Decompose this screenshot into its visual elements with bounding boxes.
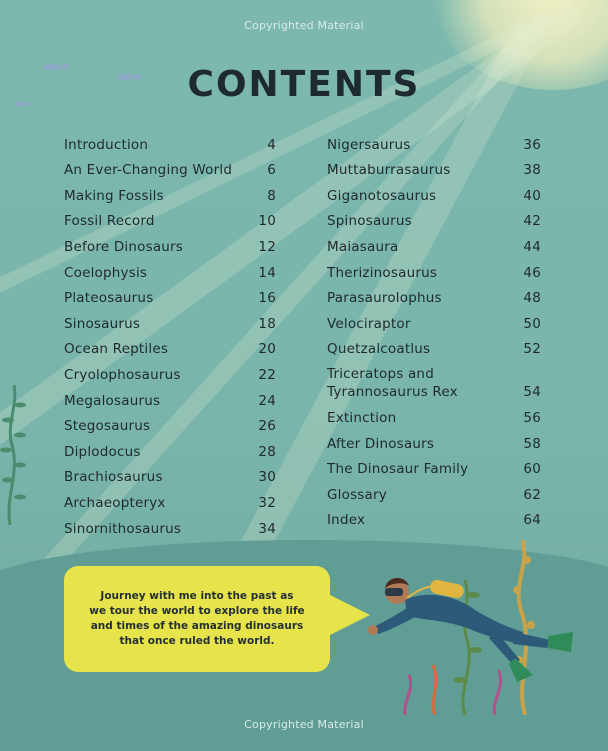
entry-page: 56 — [523, 409, 541, 426]
entry-page: 58 — [523, 435, 541, 452]
speech-bubble — [64, 566, 330, 672]
copyright-notice: Copyrighted Material — [244, 718, 364, 731]
entry-page: 64 — [523, 512, 541, 529]
entry-page: 40 — [523, 187, 541, 204]
entry-page: 50 — [523, 315, 541, 332]
entry-page: 32 — [258, 494, 276, 511]
contents-entry[interactable] — [64, 205, 276, 231]
contents-entry[interactable] — [327, 256, 541, 282]
entry-title: Velociraptor — [327, 315, 411, 332]
entry-page: 26 — [258, 418, 276, 435]
entry-title: Ocean Reptiles — [64, 341, 169, 358]
entry-title: Therizinosaurus — [327, 264, 438, 281]
entry-page: 10 — [258, 213, 276, 230]
entry-page: 54 — [523, 384, 541, 401]
entry-title: Spinosaurus — [327, 213, 412, 230]
entry-page: 12 — [258, 238, 276, 255]
entry-title: Quetzalcoatlus — [327, 341, 431, 358]
entry-title: After Dinosaurs — [327, 435, 435, 452]
entry-page: 62 — [523, 486, 541, 503]
contents-entry[interactable] — [64, 384, 276, 410]
contents-entry[interactable] — [327, 205, 541, 231]
entry-page: 52 — [523, 341, 541, 358]
entry-title: Diplodocus — [64, 443, 141, 460]
contents-entry[interactable] — [64, 128, 276, 154]
entry-title: Fossil Record — [64, 213, 155, 230]
contents-entry[interactable] — [64, 307, 276, 333]
contents-entry[interactable] — [327, 282, 541, 308]
contents-entry[interactable] — [64, 154, 276, 180]
contents-entry[interactable] — [64, 333, 276, 359]
contents-left-column — [64, 128, 276, 538]
entry-title-line1: Triceratops and — [327, 366, 434, 383]
diver-illustration — [345, 540, 575, 715]
entry-title: Making Fossils — [64, 187, 164, 204]
seaweed-icon — [0, 385, 40, 525]
contents-entry[interactable] — [64, 486, 276, 512]
entry-page: 48 — [523, 290, 541, 307]
entry-page: 60 — [523, 461, 541, 478]
entry-page: 18 — [258, 315, 276, 332]
entry-page: 30 — [258, 469, 276, 486]
entry-title: Giganotosaurus — [327, 187, 437, 204]
contents-entry[interactable] — [64, 358, 276, 384]
entry-page: 4 — [267, 136, 276, 153]
contents-entry[interactable] — [327, 230, 541, 256]
entry-title: Maiasaura — [327, 238, 399, 255]
entry-page: 14 — [258, 264, 276, 281]
contents-entry[interactable] — [327, 307, 541, 333]
contents-entry[interactable] — [64, 230, 276, 256]
entry-title: Plateosaurus — [64, 290, 154, 307]
entry-title: Muttaburrasaurus — [327, 162, 451, 179]
entry-page: 44 — [523, 238, 541, 255]
entry-title: The Dinosaur Family — [327, 461, 469, 478]
contents-entry[interactable] — [64, 256, 276, 282]
entry-title: Before Dinosaurs — [64, 238, 184, 255]
contents-entry[interactable] — [64, 282, 276, 308]
contents-entry[interactable] — [327, 504, 541, 530]
contents-entry[interactable] — [327, 478, 541, 504]
entry-page: 36 — [523, 136, 541, 153]
contents-entry[interactable] — [327, 154, 541, 180]
entry-page: 22 — [258, 366, 276, 383]
entry-page: 24 — [258, 392, 276, 409]
contents-entry[interactable] — [327, 333, 541, 359]
contents-entry[interactable] — [327, 179, 541, 205]
contents-right-column — [327, 128, 541, 529]
page-title: CONTENTS — [187, 64, 421, 105]
entry-page: 8 — [267, 187, 276, 204]
contents-entry[interactable] — [64, 461, 276, 487]
entry-title: Glossary — [327, 486, 387, 503]
entry-title — [327, 365, 458, 401]
contents-entry[interactable] — [327, 358, 541, 401]
entry-title: Stegosaurus — [64, 418, 151, 435]
contents-entry[interactable] — [64, 512, 276, 538]
speech-line: that once ruled the world. — [119, 635, 275, 647]
contents-entry[interactable] — [327, 128, 541, 154]
entry-page: 6 — [267, 162, 276, 179]
contents-entry[interactable] — [64, 435, 276, 461]
entry-title: Coelophysis — [64, 264, 148, 281]
entry-title: Nigersaurus — [327, 136, 411, 153]
entry-title: Megalosaurus — [64, 392, 161, 409]
entry-title: Archaeopteryx — [64, 494, 166, 511]
speech-line: we tour the world to explore the life — [89, 605, 305, 617]
contents-entry[interactable] — [327, 427, 541, 453]
contents-entry[interactable] — [64, 410, 276, 436]
speech-line: and times of the amazing dinosaurs — [90, 620, 304, 632]
contents-entry[interactable] — [327, 453, 541, 479]
entry-title: Index — [327, 512, 366, 529]
entry-title: Parasaurolophus — [327, 290, 442, 307]
entry-title: Sinosaurus — [64, 315, 141, 332]
entry-title: Brachiosaurus — [64, 469, 163, 486]
entry-page: 38 — [523, 162, 541, 179]
entry-title-line2: Tyrannosaurus Rex — [327, 384, 458, 401]
entry-page: 28 — [258, 443, 276, 460]
entry-page: 42 — [523, 213, 541, 230]
entry-page: 34 — [258, 520, 276, 537]
entry-page: 16 — [258, 290, 276, 307]
entry-title: An Ever-Changing World — [64, 162, 233, 179]
entry-page: 46 — [523, 264, 541, 281]
copyright-notice: Copyrighted Material — [244, 19, 364, 32]
speech-bubble-text — [81, 589, 313, 649]
contents-entry[interactable] — [64, 179, 276, 205]
entry-title: Cryolophosaurus — [64, 366, 181, 383]
entry-page: 20 — [258, 341, 276, 358]
contents-entry[interactable] — [327, 401, 541, 427]
speech-line: Journey with me into the past as — [100, 590, 294, 602]
entry-title: Extinction — [327, 409, 397, 426]
entry-title: Sinornithosaurus — [64, 520, 182, 537]
entry-title: Introduction — [64, 136, 149, 153]
